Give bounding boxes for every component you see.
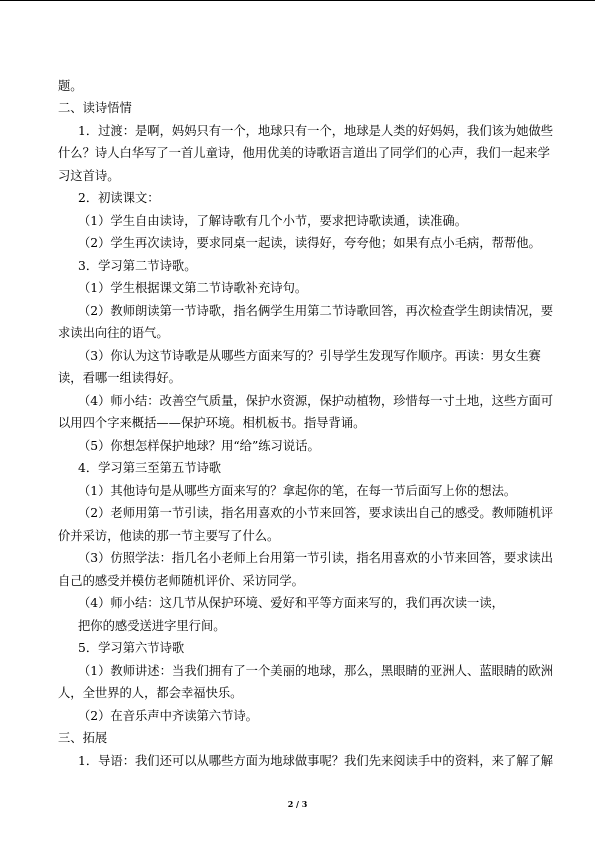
text-line: （2）教师朗读第一节诗歌，指名俩学生用第二节诗歌回答，再次检查学生朗读情况，要 xyxy=(78,304,554,318)
text-line: 自己的感受并模仿老师随机评价、采访同学。 xyxy=(58,574,304,588)
text-line: （2）老师用第一节引读，指名用喜欢的小节来回答，要求读出自己的感受。教师随机评 xyxy=(78,506,554,520)
text-line: （3）仿照学法：指几名小老师上台用第一节引读，指名用喜欢的小节来回答，要求读出 xyxy=(78,551,554,565)
text-line: 3．学习第二节诗歌。 xyxy=(78,259,197,273)
text-line: 价并采访，他读的那一节主要写了什么。 xyxy=(58,529,280,543)
section-heading: 二、读诗悟情 xyxy=(58,101,132,115)
text-line: 1．过渡：是啊，妈妈只有一个，地球只有一个，地球是人类的好妈妈，我们该为她做些 xyxy=(78,124,554,138)
text-line: （2）在音乐声中齐读第六节诗。 xyxy=(78,709,258,723)
text-line: 什么？诗人白华写了一首儿童诗，他用优美的诗歌语言道出了同学们的心声，我们一起来学 xyxy=(58,146,550,160)
text-line: （1）学生自由读诗，了解诗歌有几个小节，要求把诗歌读通，读准确。 xyxy=(78,214,468,228)
text-line: （4）师小结：这几节从保护环境、爱好和平等方面来写的，我们再次读一读， xyxy=(78,596,504,610)
text-line: 人，全世界的人，都会幸福快乐。 xyxy=(58,686,243,700)
text-line: （3）你认为这节诗歌是从哪些方面来写的？引导学生发现写作顺序。再读：男女生赛 xyxy=(78,349,541,363)
text-line: 题。 xyxy=(58,79,83,93)
text-line: 5．学习第六节诗歌 xyxy=(78,641,185,655)
text-line: 2．初读课文： xyxy=(78,191,160,205)
text-line: （1）教师讲述：当我们拥有了一个美丽的地球，那么，黑眼睛的亚洲人、蓝眼睛的欧洲 xyxy=(78,664,554,678)
text-line: 求读出向往的语气。 xyxy=(58,326,169,340)
page-number: 2 / 3 xyxy=(287,799,308,809)
text-line: 以用四个字来概括——保护环境。相机板书。指导背诵。 xyxy=(58,416,366,430)
text-line: 把你的感受送进字里行间。 xyxy=(78,619,226,633)
section-heading: 三、拓展 xyxy=(58,731,108,745)
text-line: （5）你想怎样保护地球？用“给”练习说话。 xyxy=(78,439,320,453)
text-line: （4）师小结：改善空气质量，保护水资源，保护动植物，珍惜每一寸土地，这些方面可 xyxy=(78,394,554,408)
text-line: 习这首诗。 xyxy=(58,169,120,183)
text-line: （2）学生再次读诗，要求同桌一起读，读得好，夸夸他；如果有点小毛病，帮帮他。 xyxy=(78,236,541,250)
text-line: （1）其他诗句是从哪些方面来写的？拿起你的笔，在每一节后面写上你的想法。 xyxy=(78,484,517,498)
text-line: 4．学习第三至第五节诗歌 xyxy=(78,461,222,475)
text-line: （1）学生根据课文第二节诗歌补充诗句。 xyxy=(78,281,308,295)
text-line: 读，看哪一组读得好。 xyxy=(58,371,181,385)
text-line: 1．导语：我们还可以从哪些方面为地球做事呢？我们先来阅读手中的资料，来了解了解 xyxy=(78,754,554,768)
